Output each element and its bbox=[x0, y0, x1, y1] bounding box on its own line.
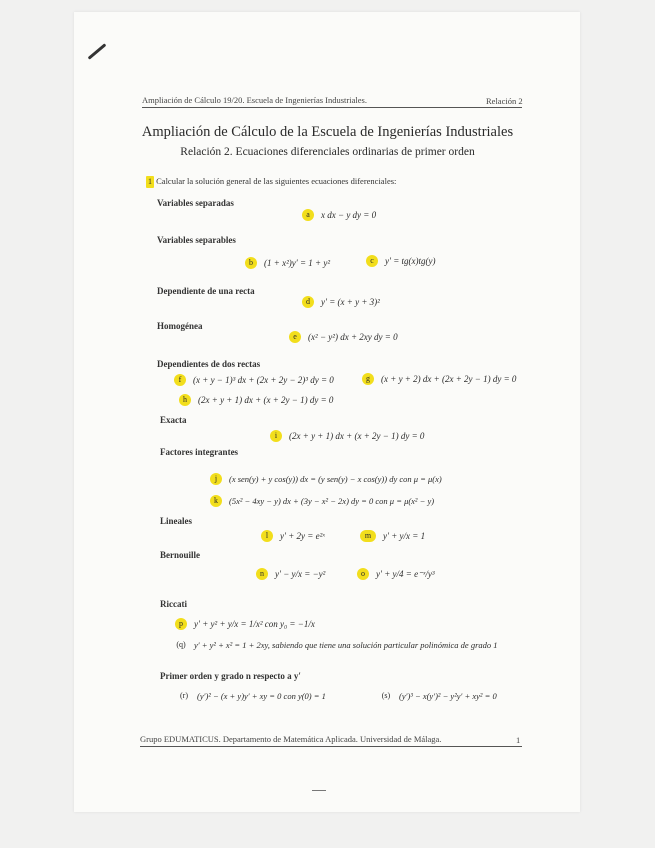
page-title: Ampliación de Cálculo de la Escuela de Ingenierías Industriales bbox=[141, 124, 514, 140]
eq-l: y′ + 2y = e²ˣ bbox=[280, 531, 325, 541]
eq-f: (x + y − 1)³ dx + (2x + 2y − 2)³ dy = 0 bbox=[193, 375, 334, 385]
eq-h: (2x + y + 1) dx + (x + 2y − 1) dy = 0 bbox=[198, 395, 334, 405]
section-recta: Dependiente de una recta bbox=[157, 286, 255, 296]
equation-p bbox=[175, 618, 315, 630]
label-n: n bbox=[256, 568, 268, 580]
header-right: Relación 2 bbox=[486, 96, 523, 106]
eq-e: (x² − y²) dx + 2xy dy = 0 bbox=[308, 332, 398, 342]
pen-dash bbox=[312, 790, 326, 791]
section-riccati: Riccati bbox=[160, 599, 187, 609]
equation-q bbox=[175, 639, 498, 651]
label-k: k bbox=[210, 495, 222, 507]
eq-n: y′ − y/x = −y² bbox=[275, 569, 326, 579]
section-dos-rectas: Dependientes de dos rectas bbox=[157, 359, 261, 369]
label-b: b bbox=[245, 257, 257, 269]
equation-s bbox=[380, 690, 497, 702]
label-l: l bbox=[261, 530, 273, 542]
equation-c bbox=[366, 255, 436, 267]
eq-b: (1 + x²)y′ = 1 + y² bbox=[264, 258, 331, 268]
label-o: o bbox=[357, 568, 369, 580]
eq-s: (y′)³ − x(y′)² − y²y′ + xy² = 0 bbox=[399, 691, 497, 701]
equation-r bbox=[178, 690, 326, 702]
section-lineales: Lineales bbox=[160, 516, 193, 526]
eq-r: (y′)² − (x + y)y′ + xy = 0 con y(0) = 1 bbox=[197, 691, 326, 701]
eq-c: y′ = tg(x)tg(y) bbox=[385, 256, 436, 266]
equation-k bbox=[210, 495, 434, 507]
footer-rule bbox=[140, 746, 522, 747]
section-homogenea: Homogénea bbox=[157, 321, 203, 331]
section-exacta: Exacta bbox=[160, 415, 187, 425]
exercise-statement bbox=[146, 176, 396, 188]
label-f: f bbox=[174, 374, 186, 386]
section-separadas: Variables separadas bbox=[157, 198, 234, 208]
exercise-text: Calcular la solución general de las siguientes ecuaciones diferenciales: bbox=[156, 176, 397, 186]
page-number: 1 bbox=[516, 735, 521, 745]
equation-i bbox=[270, 430, 424, 442]
equation-n bbox=[256, 568, 325, 580]
label-d: d bbox=[302, 296, 314, 308]
label-h: h bbox=[179, 394, 191, 406]
equation-f bbox=[174, 374, 334, 386]
eq-j: (x sen(y) + y cos(y)) dx = (y sen(y) − x cos(y)) dy con μ = μ(x) bbox=[229, 474, 442, 484]
equation-g bbox=[362, 373, 516, 385]
eq-d: y′ = (x + y + 3)² bbox=[321, 297, 380, 307]
equation-j bbox=[210, 473, 442, 485]
label-m: m bbox=[360, 530, 376, 542]
equation-l bbox=[261, 530, 325, 542]
label-p: p bbox=[175, 618, 187, 630]
eq-k: (5x² − 4xy − y) dx + (3y − x² − 2x) dy = 0 con μ = μ(x² − y) bbox=[229, 496, 435, 506]
eq-a: x dx − y dy = 0 bbox=[321, 210, 377, 220]
label-r: (r) bbox=[180, 691, 188, 700]
label-j: j bbox=[210, 473, 222, 485]
equation-a bbox=[302, 209, 376, 221]
footer-text: Grupo EDUMATICUS. Departamento de Matemática Aplicada. Universidad de Málaga. bbox=[140, 734, 442, 744]
label-q: (q) bbox=[176, 640, 186, 649]
equation-e bbox=[289, 331, 398, 343]
section-bernouille: Bernouille bbox=[160, 550, 200, 560]
eq-q: y′ + y² + x² = 1 + 2xy, sabiendo que tiene una solución particular polinómica de grado 1 bbox=[194, 640, 498, 650]
section-factores: Factores integrantes bbox=[160, 447, 239, 457]
eq-p: y′ + y² + y/x = 1/x² con y₀ = −1/x bbox=[194, 619, 315, 629]
equation-m bbox=[360, 530, 425, 542]
eq-m: y′ + y/x = 1 bbox=[383, 531, 426, 541]
section-primer-orden: Primer orden y grado n respecto a y′ bbox=[160, 671, 301, 681]
equation-o bbox=[357, 568, 435, 580]
label-s: (s) bbox=[381, 691, 391, 700]
eq-g: (x + y + 2) dx + (2x + 2y − 1) dy = 0 bbox=[381, 374, 517, 384]
header-rule bbox=[142, 107, 522, 108]
section-separables: Variables separables bbox=[157, 235, 236, 245]
eq-i: (2x + y + 1) dx + (x + 2y − 1) dy = 0 bbox=[289, 431, 425, 441]
label-c: c bbox=[366, 255, 378, 267]
equation-b bbox=[245, 257, 330, 269]
equation-h bbox=[179, 394, 333, 406]
label-g: g bbox=[362, 373, 374, 385]
header-left: Ampliación de Cálculo 19/20. Escuela de Ingenierías Industriales. bbox=[142, 95, 367, 105]
label-i: i bbox=[270, 430, 282, 442]
exercise-number: 1 bbox=[148, 177, 152, 186]
equation-d bbox=[302, 296, 380, 308]
label-a: a bbox=[302, 209, 314, 221]
label-e: e bbox=[289, 331, 301, 343]
eq-o: y′ + y/4 = e⁻ˣ/y³ bbox=[376, 568, 435, 579]
page-subtitle: Relación 2. Ecuaciones diferenciales ordinarias de primer orden bbox=[180, 146, 475, 158]
